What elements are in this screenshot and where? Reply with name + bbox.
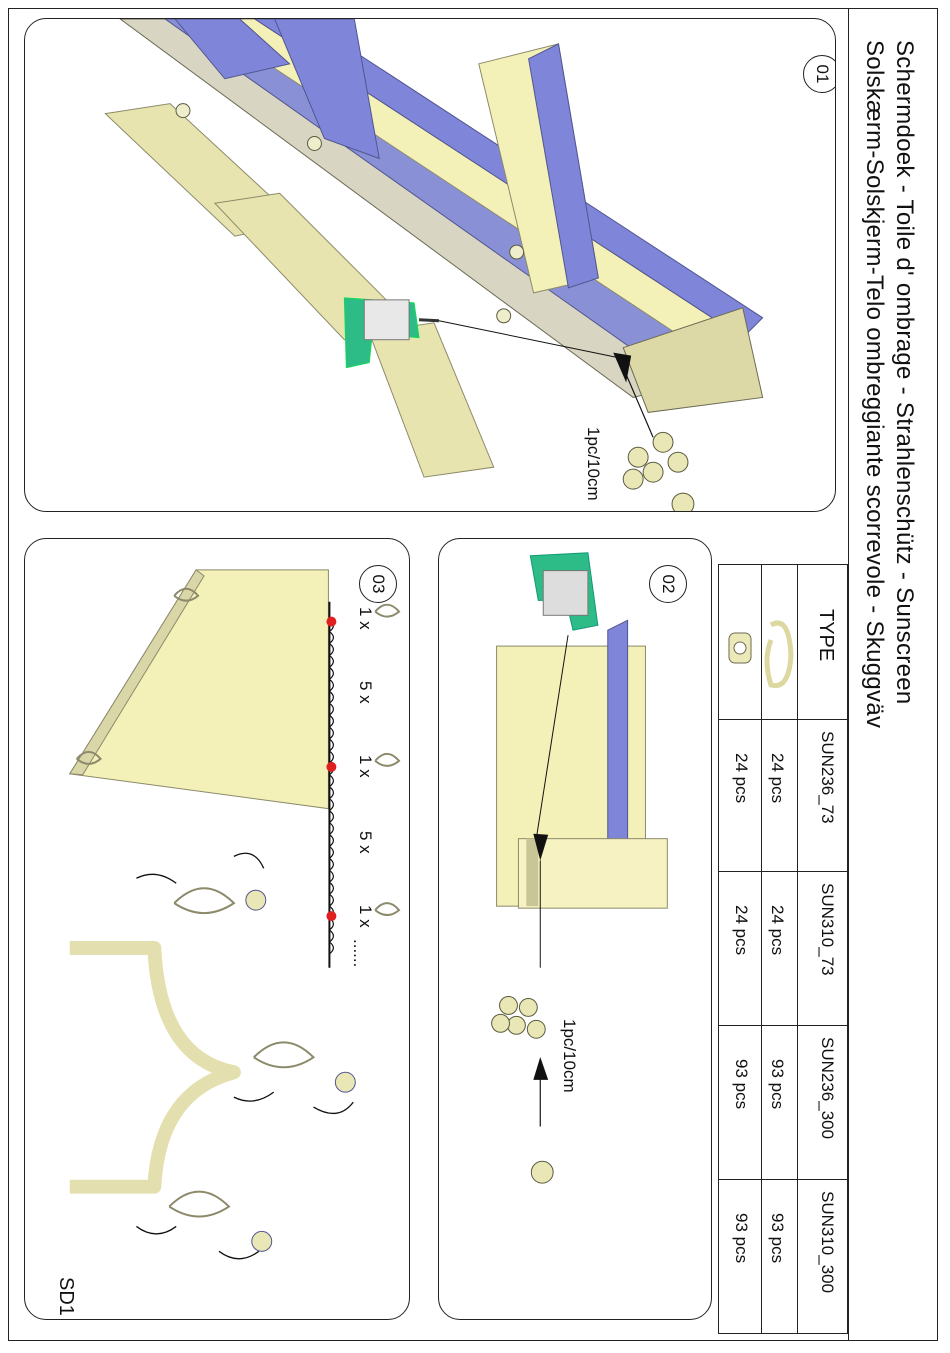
rail-end-view (497, 620, 668, 908)
table-col-2: SUN310_73 (818, 883, 837, 976)
drawing-code: SD1 (55, 1277, 77, 1316)
row2-col4: 93 pcs (732, 1213, 751, 1264)
step-02-callout: 1pc/10cm (560, 1019, 579, 1093)
row1-col1: 24 pcs (768, 753, 787, 804)
step-03-badge (359, 565, 397, 603)
step-02-illustration (439, 539, 711, 1319)
pattern-4: 5 x (356, 831, 375, 854)
row1-col2: 24 pcs (768, 905, 787, 956)
pattern-6: ...... (350, 939, 369, 968)
row2-col3: 93 pcs (732, 1059, 751, 1110)
table-row-divider (719, 1179, 847, 1180)
step-03-number: 03 (369, 574, 388, 594)
title-divider (848, 8, 849, 1341)
row1-col4: 93 pcs (768, 1213, 787, 1264)
step-03-illustration (25, 539, 409, 1319)
table-col-4: SUN310_300 (818, 1191, 837, 1294)
parts-table (718, 564, 848, 1334)
table-col-3: SUN236_300 (818, 1037, 837, 1140)
pattern-1: 1 x (356, 607, 375, 630)
pattern-2: 5 x (356, 681, 375, 704)
step-01-illustration (25, 19, 835, 511)
table-column-divider (797, 565, 798, 1333)
clip-icon (763, 595, 797, 715)
step-03-panel (24, 538, 410, 1320)
slider-icon (723, 605, 759, 705)
step-01-number: 01 (813, 64, 832, 84)
slider-pile (623, 432, 694, 511)
row1-col3: 93 pcs (768, 1059, 787, 1110)
page-title-line-1: Schermdoek - Toile d' ombrage - Strahlenschütz - Sunscreen (891, 40, 918, 705)
table-row-divider (719, 871, 847, 872)
step-01-callout: 1pc/10cm (584, 427, 603, 501)
step-02-panel (438, 538, 712, 1320)
page-title-line-2: Solskærm-Solskjerm-Telo ombreggiante scorrevole - Skuggväv (861, 40, 888, 729)
step-02-badge (649, 565, 687, 603)
row2-col2: 24 pcs (732, 905, 751, 956)
step-01-badge (803, 55, 836, 93)
step-01-panel (24, 18, 836, 512)
shade-cloth (70, 570, 329, 809)
pattern-3: 1 x (356, 755, 375, 778)
row2-col1: 24 pcs (732, 753, 751, 804)
rotation-arrows (136, 853, 353, 1259)
table-header-type: TYPE (815, 609, 837, 662)
table-column-divider (761, 565, 762, 1333)
table-row-divider (719, 719, 847, 720)
drill-icon (530, 553, 598, 630)
table-col-1: SUN236_73 (818, 731, 837, 824)
slider-pile (492, 997, 546, 1039)
profile-outline (70, 948, 234, 1187)
table-row-divider (719, 1025, 847, 1026)
step-02-number: 02 (659, 574, 678, 594)
pattern-5: 1 x (356, 905, 375, 928)
slider-details (246, 890, 355, 1251)
